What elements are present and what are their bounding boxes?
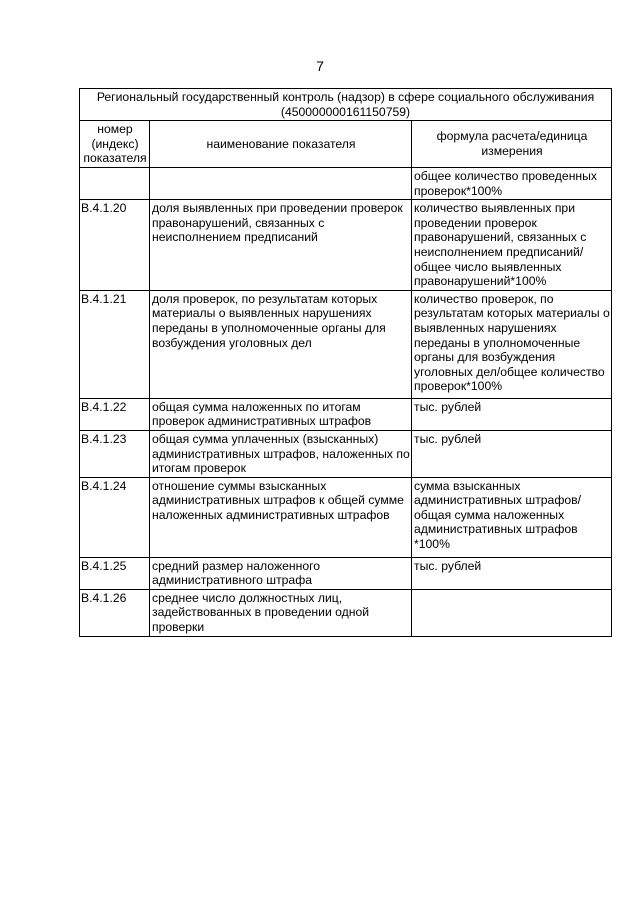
- table-row: [80, 398, 612, 430]
- table-row: [80, 477, 612, 557]
- row-name: среднее число должностных лиц, задействованных в проведении одной проверки: [150, 589, 412, 636]
- table-title: [80, 89, 612, 121]
- table-title-row: [80, 89, 612, 121]
- row-formula: [412, 589, 612, 636]
- row-name: отношение суммы взысканных административных штрафов к общей сумме наложенных административных штрафов: [150, 477, 412, 557]
- row-index: В.4.1.20: [80, 200, 150, 291]
- row-formula: количество проверок, по результатам которых материалы о выявленных нарушениях переданы в уполномоченные органы для возбуждения уголовных дел/общее количество проверок*100%: [412, 290, 612, 398]
- table-row: [80, 430, 612, 477]
- page-number: 7: [316, 58, 324, 74]
- row-index: В.4.1.24: [80, 477, 150, 557]
- row-index: В.4.1.23: [80, 430, 150, 477]
- table-header-row: [80, 121, 612, 168]
- row-index: [80, 167, 150, 199]
- row-index: В.4.1.21: [80, 290, 150, 398]
- table-row: [80, 589, 612, 636]
- row-name: общая сумма наложенных по итогам проверок административных штрафов: [150, 398, 412, 430]
- indicators-table: [79, 88, 612, 637]
- header-index: номер (индекс) показателя: [80, 121, 150, 168]
- table-row: [80, 557, 612, 589]
- table-row: [80, 167, 612, 199]
- row-formula: тыс. рублей: [412, 398, 612, 430]
- row-formula: количество выявленных при проведении проверок правонарушений, связанных с неисполнением предписаний/ общее число выявленных правонарушений*100%: [412, 200, 612, 291]
- header-formula: формула расчета/единица измерения: [412, 121, 612, 168]
- table-row: [80, 200, 612, 291]
- row-formula: тыс. рублей: [412, 557, 612, 589]
- row-index: В.4.1.26: [80, 589, 150, 636]
- row-formula: общее количество проведенных проверок*100%: [412, 167, 612, 199]
- row-formula: тыс. рублей: [412, 430, 612, 477]
- row-name: доля проверок, по результатам которых материалы о выявленных нарушениях переданы в уполномоченные органы для возбуждения уголовных дел: [150, 290, 412, 398]
- table-title-line2: (450000000161150759): [280, 104, 411, 119]
- header-name: наименование показателя: [150, 121, 412, 168]
- row-formula: сумма взысканных административных штрафов/ общая сумма наложенных административных штрафов *100%: [412, 477, 612, 557]
- table-title-line1: Региональный государственный контроль (надзор) в сфере социального обслуживания: [96, 90, 595, 104]
- table-row: [80, 290, 612, 398]
- row-index: В.4.1.22: [80, 398, 150, 430]
- row-index: В.4.1.25: [80, 557, 150, 589]
- row-name: доля выявленных при проведении проверок правонарушений, связанных с неисполнением предписаний: [150, 200, 412, 291]
- row-name: средний размер наложенного административного штрафа: [150, 557, 412, 589]
- row-name: общая сумма уплаченных (взысканных) административных штрафов, наложенных по итогам проверок: [150, 430, 412, 477]
- row-name: [150, 167, 412, 199]
